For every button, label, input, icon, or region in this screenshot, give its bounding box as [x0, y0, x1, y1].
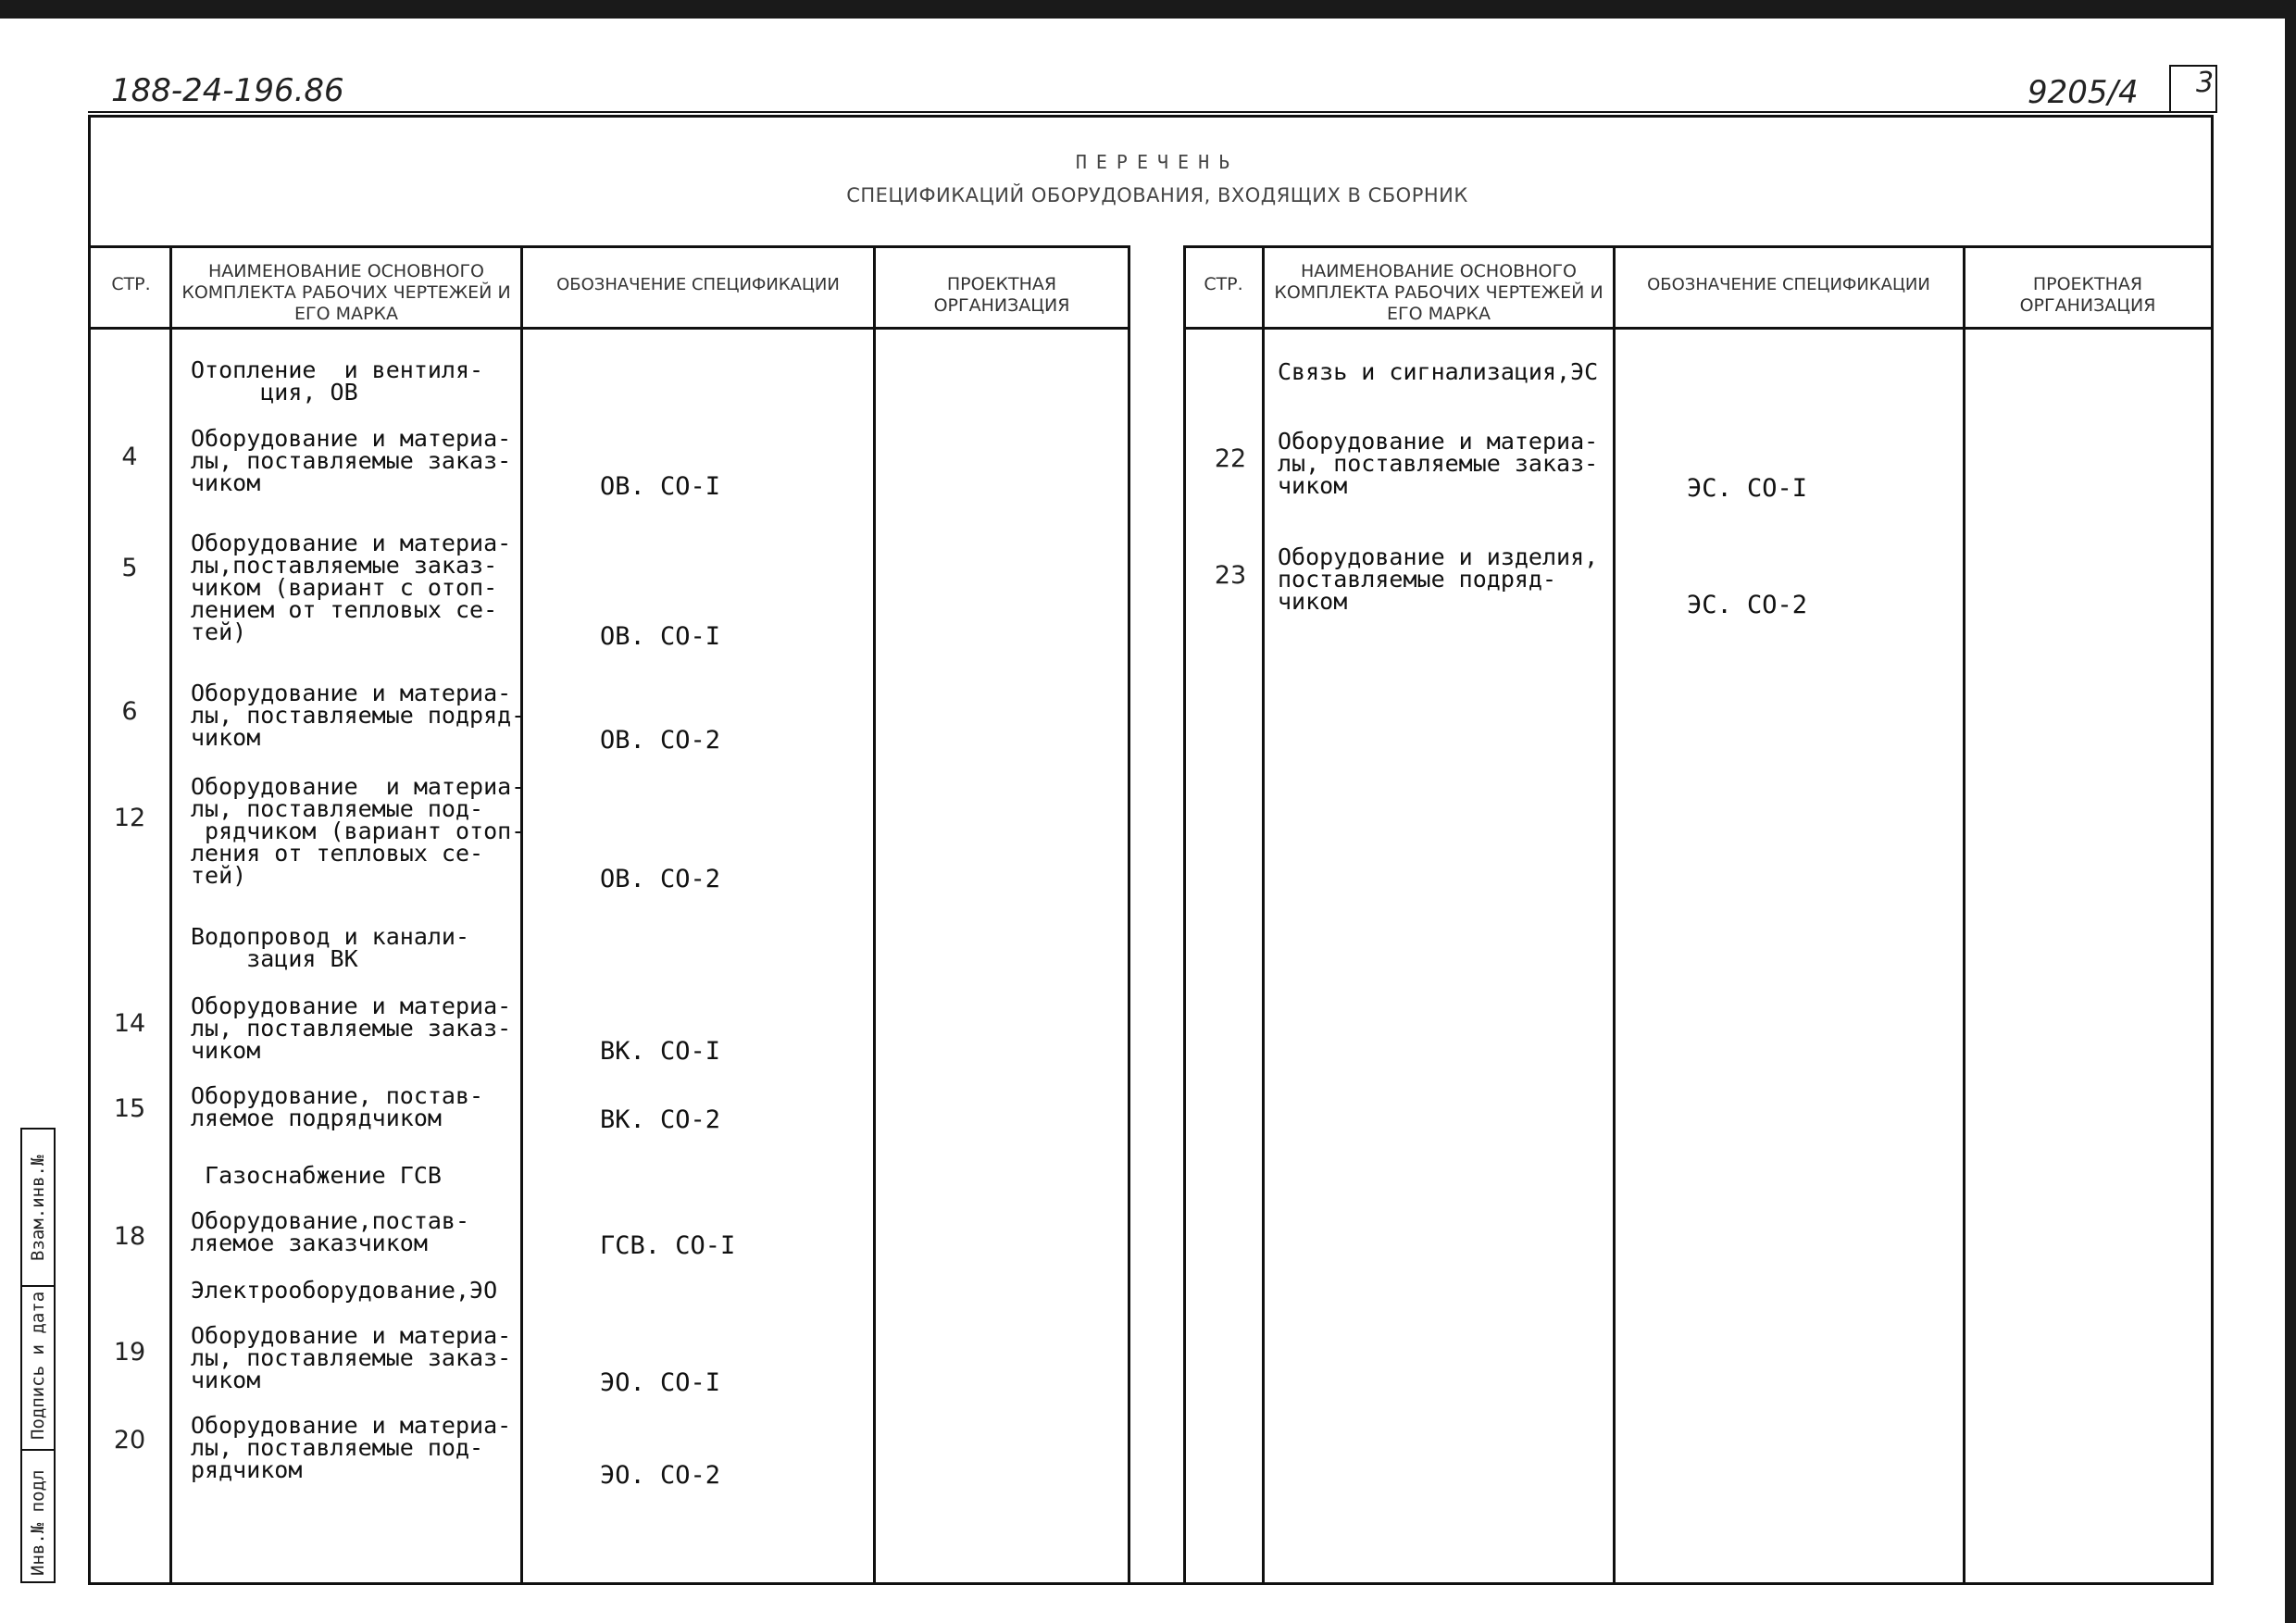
right-col-divider-2 — [1613, 245, 1616, 1584]
right-header-org: ПРОЕКТНАЯ ОРГАНИЗАЦИЯ — [2019, 274, 2156, 316]
left-entry-page: 20 — [113, 1426, 146, 1454]
stamp-replacement-field: Взам.инв.№ — [28, 1155, 48, 1261]
right-header-spec: ОБОЗНАЧЕНИЕ СПЕЦИФИКАЦИИ — [1647, 275, 1930, 294]
left-entry-spec: ЭО. СО-I — [600, 1368, 721, 1397]
left-entry-name: Оборудование и материа- лы, поставляемые под- рядчиком (вариант отоп- ления от тепловых се- тей) — [191, 773, 526, 889]
right-header-name: НАИМЕНОВАНИЕ ОСНОВНОГО КОМПЛЕКТА РАБОЧИХ ЧЕРТЕЖЕЙ И ЕГО МАРКА — [1274, 261, 1603, 324]
stamp-signature-field: Подпись и дата — [28, 1291, 48, 1440]
left-entry-spec: ЭО. СО-2 — [600, 1461, 721, 1490]
left-entry-name: Электрооборудование,ЭО — [191, 1277, 498, 1304]
left-entry-name: Оборудование и материа- лы,поставляемые заказ- чиком (вариант с отоп- лением от тепловых се- тей) — [191, 530, 512, 645]
title-subheading: СПЕЦИФИКАЦИЙ ОБОРУДОВАНИЯ, ВХОДЯЩИХ В СБОРНИК — [846, 184, 1468, 206]
left-header-name: НАИМЕНОВАНИЕ ОСНОВНОГО КОМПЛЕКТА РАБОЧИХ ЧЕРТЕЖЕЙ И ЕГО МАРКА — [181, 261, 511, 324]
left-entry-name: Оборудование, постав- ляемое подрядчиком — [191, 1082, 484, 1131]
scan-right-edge — [2285, 0, 2296, 1623]
left-entry-spec: ОВ. СО-2 — [600, 726, 721, 755]
title-heading: ПЕРЕЧЕНЬ — [1075, 151, 1240, 173]
stamp-bottom — [20, 1581, 56, 1583]
right-table-left — [1183, 245, 1186, 1584]
left-entry-name: Оборудование и материа- лы, поставляемые заказ- чиком — [191, 425, 512, 496]
left-entry-spec: ВК. СО-2 — [600, 1105, 721, 1134]
right-entry-name: Связь и сигнализация,ЭС — [1278, 358, 1599, 385]
left-entry-page: 14 — [113, 1009, 146, 1038]
sheet-number: 3 — [2196, 67, 2215, 99]
right-entry-spec: ЭС. СО-I — [1687, 474, 1808, 503]
left-col-divider-1 — [169, 245, 172, 1584]
left-col-divider-2 — [520, 245, 523, 1584]
left-entry-name: Оборудование и материа- лы, поставляемые заказ- чиком — [191, 993, 512, 1064]
frame-left — [88, 115, 91, 1585]
left-entry-name: Водопровод и канали- зация ВК — [191, 923, 470, 972]
right-entry-name: Оборудование и изделия, поставляемые подряд- чиком — [1278, 543, 1599, 615]
left-entry-spec: ОВ. СО-I — [600, 622, 721, 651]
scan-top-edge — [0, 0, 2296, 19]
stamp-divider-2 — [20, 1449, 56, 1451]
left-entry-spec: ГСВ. СО-I — [600, 1231, 736, 1260]
stamp-divider-1 — [20, 1285, 56, 1287]
left-entry-page: 5 — [121, 554, 138, 582]
left-header-page: СТР. — [111, 274, 151, 294]
left-entry-page: 4 — [121, 443, 138, 471]
frame-top — [88, 115, 2213, 118]
left-entry-spec: ОВ. СО-I — [600, 472, 721, 501]
left-entry-page: 6 — [121, 697, 138, 726]
left-entry-spec: ОВ. СО-2 — [600, 865, 721, 893]
stamp-top — [20, 1128, 56, 1130]
left-header-spec: ОБОЗНАЧЕНИЕ СПЕЦИФИКАЦИИ — [556, 275, 840, 294]
left-header-org: ПРОЕКТНАЯ ОРГАНИЗАЦИЯ — [933, 274, 1070, 316]
stamp-original-field: Инв.№ подл — [28, 1469, 48, 1576]
left-entry-name: Оборудование и материа- лы, поставляемые под- рядчиком — [191, 1412, 512, 1483]
left-entry-name: Газоснабжение ГСВ — [191, 1162, 442, 1189]
right-table-top — [1183, 245, 2211, 248]
left-entry-spec: ВК. СО-I — [600, 1037, 721, 1066]
document-code: 188-24-196.86 — [111, 72, 344, 109]
left-entry-name: Оборудование,постав- ляемое заказчиком — [191, 1207, 470, 1256]
right-entry-name: Оборудование и материа- лы, поставляемые заказ- чиком — [1278, 428, 1599, 499]
left-table-top — [91, 245, 1128, 248]
stamp-outer-left — [20, 1128, 22, 1583]
left-table-right — [1128, 245, 1130, 1584]
left-header-bottom — [91, 327, 1128, 330]
left-entry-name: Оборудование и материа- лы, поставляемые подряд- чиком — [191, 680, 526, 751]
header-underline — [88, 111, 2217, 113]
frame-right — [2211, 115, 2214, 1585]
stamp-outer-right — [54, 1128, 56, 1583]
right-header-page: СТР. — [1204, 274, 1243, 294]
sheet-box-right — [2215, 65, 2217, 113]
left-col-divider-3 — [873, 245, 876, 1584]
left-entry-name: Оборудование и материа- лы, поставляемые заказ- чиком — [191, 1322, 512, 1393]
left-entry-page: 19 — [113, 1338, 146, 1367]
frame-bottom — [88, 1582, 2214, 1585]
right-header-bottom — [1183, 327, 2211, 330]
right-entry-spec: ЭС. СО-2 — [1687, 591, 1808, 619]
left-entry-page: 12 — [113, 804, 146, 832]
sheet-box-left — [2169, 65, 2171, 113]
right-entry-page: 22 — [1214, 444, 1247, 473]
right-entry-page: 23 — [1214, 561, 1247, 590]
album-code: 9205/4 — [2028, 74, 2139, 111]
right-col-divider-3 — [1963, 245, 1965, 1584]
sheet-box-top — [2169, 65, 2217, 67]
left-entry-page: 15 — [113, 1094, 146, 1123]
left-entry-page: 18 — [113, 1222, 146, 1251]
left-entry-name: Отопление и вентиля- ция, ОВ — [191, 356, 484, 406]
